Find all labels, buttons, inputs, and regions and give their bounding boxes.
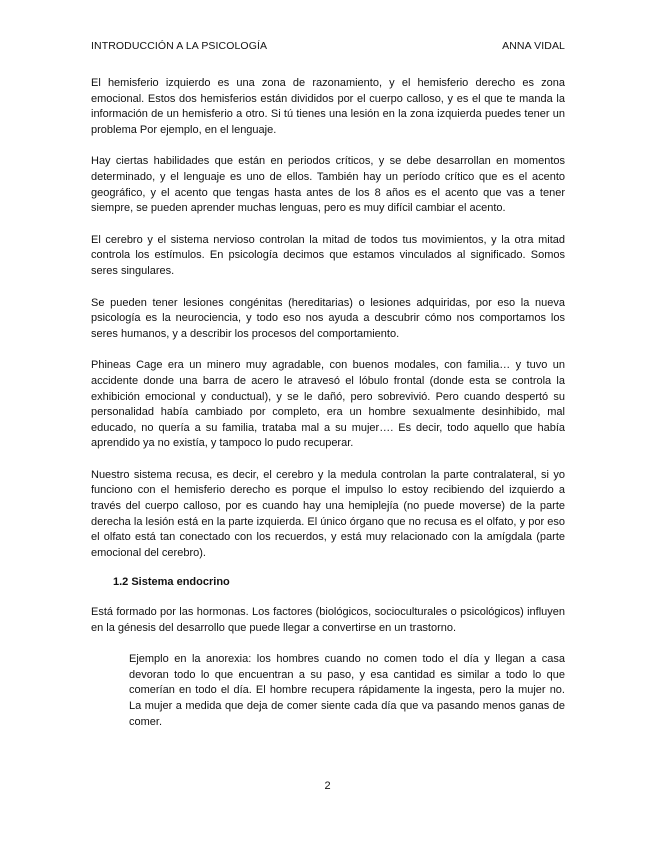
section-heading-endocrine: 1.2 Sistema endocrino bbox=[113, 576, 230, 589]
page-body bbox=[91, 76, 565, 746]
page-number: 2 bbox=[324, 780, 331, 792]
paragraph-nervous-system: El cerebro y el sistema nervioso controlan la mitad de todos tus movimientos, y la otra mitad controla los estímulos. En psicología decimos que estamos vinculados al significado. Somos seres singulares. bbox=[91, 233, 565, 277]
paragraph-hemispheres: El hemisferio izquierdo es una zona de razonamiento, y el hemisferio derecho es zona emocional. Estos dos hemisferios están divididos por el cuerpo calloso, y es el que te manda la información de un hemisferio a otro. Si tú tienes una lesión en la zona izquierda puedes tener un problema Por ejemplo, en el lenguaje. bbox=[91, 77, 565, 136]
paragraph-critical-periods: Hay ciertas habilidades que están en periodos críticos, y se debe desarrollan en momentos determinado, y el lenguaje es uno de ellos. También hay un período crítico que es el acento geográfico, y el acento que tengas hasta antes de los 8 años es el acento que vas a tener siempre, se pueden aprender muchas lenguas, pero es muy difícil cambiar el acento. bbox=[91, 155, 565, 215]
header-course-title: INTRODUCCIÓN A LA PSICOLOGÍA bbox=[91, 40, 268, 52]
header-author: ANNA VIDAL bbox=[502, 40, 565, 52]
paragraph-lesions: Se pueden tener lesiones congénitas (hereditarias) o lesiones adquiridas, por eso la nueva psicología es la neurociencia, y todo eso nos ayuda a descubrir cómo nos comportamos los seres humanos, y a describir los procesos del comportamiento. bbox=[91, 296, 565, 340]
paragraph-phineas-gage: Phineas Cage era un minero muy agradable, con buenos modales, con familia… y tuvo un accidente donde una barra de acero le atravesó el lóbulo frontal (donde esta se controla la exhibición emocional y conductual), y se le dañó, pero sobrevivió. Pero cuando despertó su personalidad había cambiado por completo, era un hombre sexualmente desinhibido, mal educado, no quería a su familia, trataba mal a su mujer…. Es decir, todo aquello que había aprendido ya no existía, y tampoco lo pudo recuperar. bbox=[91, 359, 565, 450]
quote-anorexia-example: Ejemplo en la anorexia: los hombres cuando no comen todo el día y llegan a casa devoran todo lo que encuentran a su paso, y esa cantidad es similar a todo lo que comerían en todo el día. El hombre recupera rápidamente la ingesta, pero la mujer no. La mujer a medida que deja de comer siente cada día que va pasando menos ganas de comer. bbox=[129, 653, 565, 728]
paragraph-endocrine: Está formado por las hormonas. Los factores (biológicos, socioculturales o psicológicos) influyen en la génesis del desarrollo que puede llegar a convertirse en un trastorno. bbox=[91, 606, 565, 634]
paragraph-contralateral: Nuestro sistema recusa, es decir, el cerebro y la medula controlan la parte contralateral, si yo funciono con el hemisferio derecho es porque el impulso lo estoy recibiendo del izquierdo a través del cuerpo calloso, por es cuando hay una hemiplejía (no puede moverse) de la parte derecha la lesión está en la parte izquierda. El único órgano que no recusa es el olfato, y por eso el olfato está tan conectado con los recuerdos, y está muy relacionado con la amígdala (parte emocional del cerebro). bbox=[91, 468, 565, 559]
